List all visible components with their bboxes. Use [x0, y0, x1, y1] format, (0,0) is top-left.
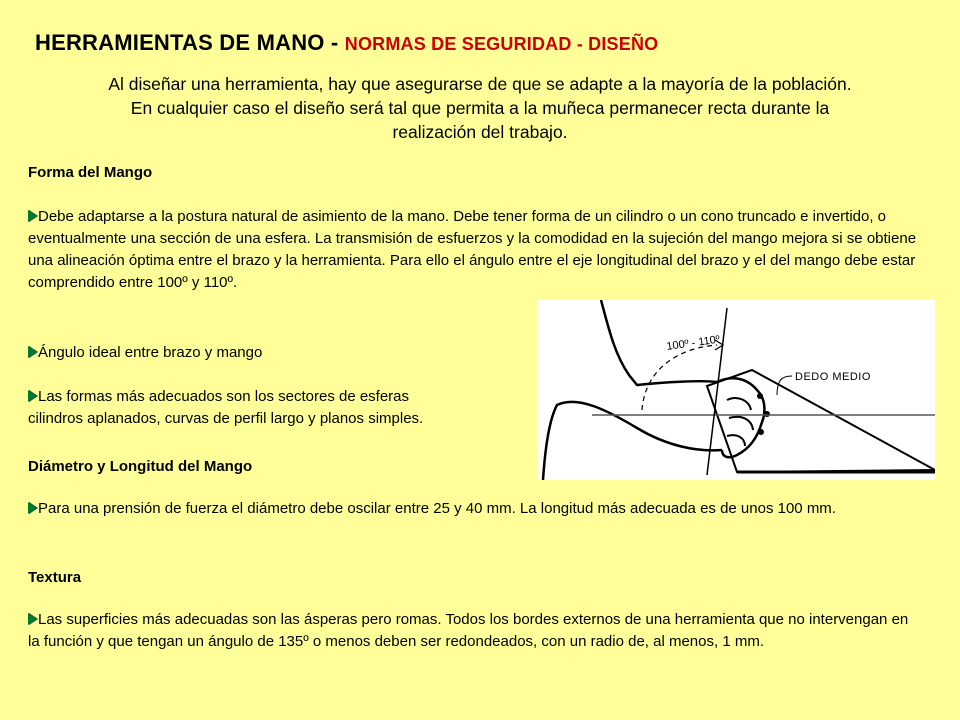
finger-label: DEDO MEDIO — [795, 371, 871, 383]
bullet-text: Las formas más adecuados son los sectores de esferas — [38, 388, 410, 405]
arm-tool-angle-figure — [537, 300, 935, 480]
intro-line: realización del trabajo. — [392, 122, 568, 142]
bullet-textura-1 — [28, 609, 918, 653]
title-main: HERRAMIENTAS DE MANO - — [35, 30, 345, 55]
bullet-forma-3 — [28, 386, 423, 430]
section-heading-textura: Textura — [28, 569, 82, 586]
grip-bump — [757, 393, 763, 399]
bullet-forma-2 — [28, 342, 262, 364]
arrow-bullet-icon — [28, 613, 37, 625]
intro-paragraph — [18, 72, 942, 144]
bullet-text: Debe adaptarse a la postura natural de asimiento de la mano. Debe tener forma de un cilindro o un cono truncado e invertido, o eventualmente una sección de una esfera. La transmisión de esfuerzos y la comodidad en la sujeción del mango mejora si se obtiene una alineación óptima entre el brazo y la herramienta. Para ello el ángulo entre el eje longitudinal del brazo y el del mango debe estar comprendido entre 100º y 110º. — [28, 208, 917, 291]
bullet-text: Ángulo ideal entre brazo y mango — [38, 344, 263, 361]
arrow-bullet-icon — [28, 502, 37, 514]
arm-tool-illustration — [537, 300, 935, 480]
bullet-text: cilindros aplanados, curvas de perfil largo y planos simples. — [28, 410, 424, 427]
intro-line: Al diseñar una herramienta, hay que asegurarse de que se adapte a la mayoría de la población. — [108, 74, 852, 94]
arrow-bullet-icon — [28, 346, 37, 358]
grip-bump — [758, 429, 764, 435]
tool-wedge — [707, 370, 935, 472]
angle-arc — [642, 345, 717, 410]
bullet-text: Las superficies más adecuadas son las ásperas pero romas. Todos los bordes externos de una herramienta que no intervengan en la función y que tengan un ángulo de 135º o menos deben ser redondeados, con un radio de, al menos, 1 mm. — [28, 611, 909, 650]
bullet-forma-1 — [28, 206, 918, 294]
section-heading-forma: Forma del Mango — [28, 164, 153, 181]
finger-line — [727, 398, 751, 410]
bullet-diametro-1 — [28, 498, 918, 520]
bullet-text: Para una prensión de fuerza el diámetro debe oscilar entre 25 y 40 mm. La longitud más adecuada es de unos 100 mm. — [38, 500, 836, 517]
arm-lower-outline — [543, 402, 722, 480]
arrow-bullet-icon — [28, 390, 37, 402]
title-subtitle: NORMAS DE SEGURIDAD - DISEÑO — [344, 34, 659, 54]
finger-line — [727, 435, 745, 446]
angle-label: 100º - 110º — [665, 333, 721, 353]
finger-line — [729, 417, 753, 430]
intro-line: En cualquier caso el diseño será tal que permita a la muñeca permanecer recta durante la — [130, 98, 830, 118]
arrow-bullet-icon — [28, 210, 37, 222]
section-heading-diametro: Diámetro y Longitud del Mango — [28, 458, 253, 475]
grip-bump — [764, 411, 770, 417]
page-title — [35, 30, 658, 56]
